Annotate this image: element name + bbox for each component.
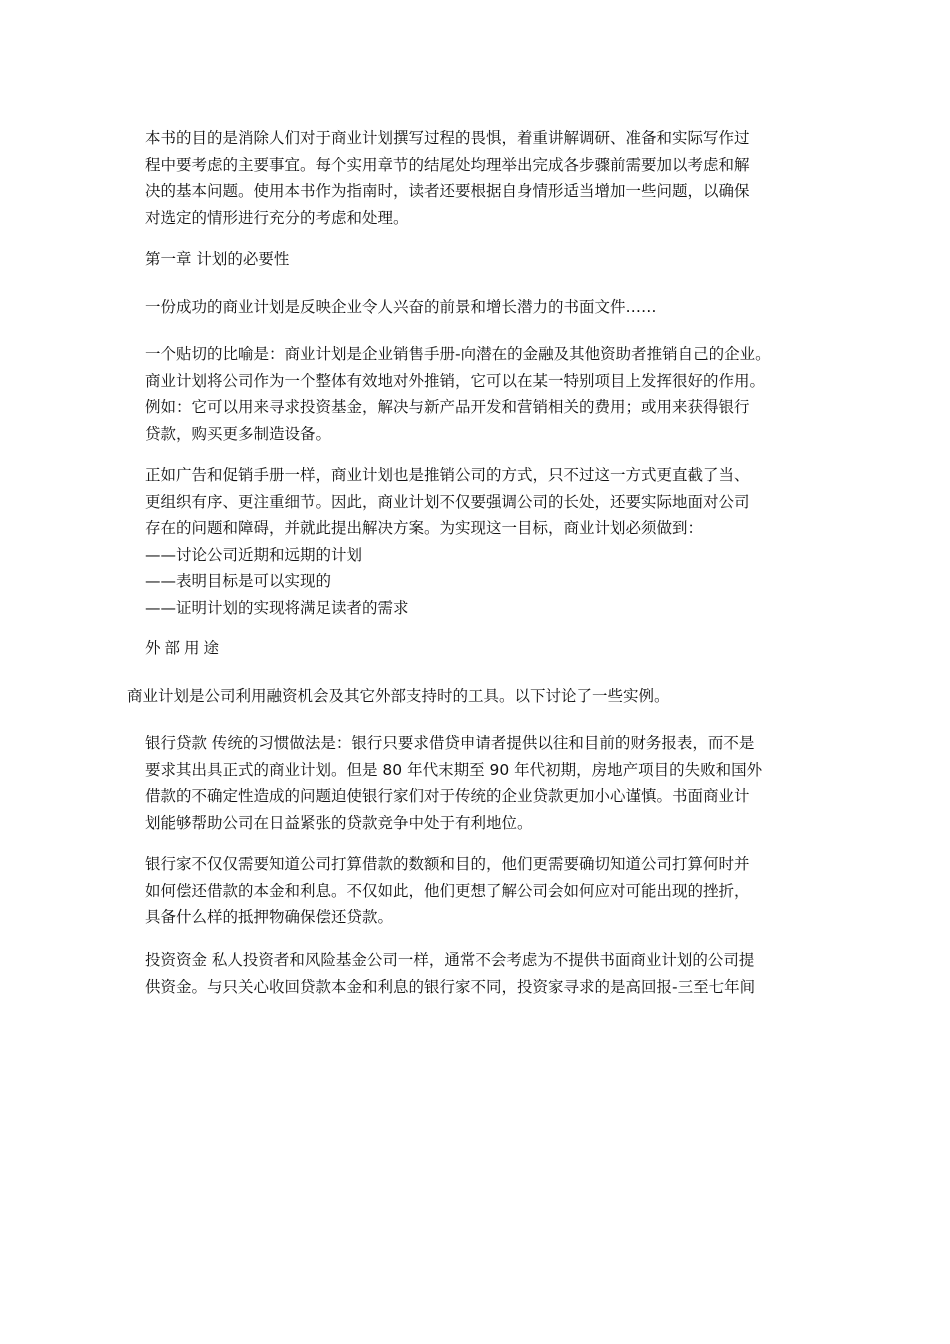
text-line: 更组织有序、更注重细节。因此，商业计划不仅要强调公司的长处，还要实际地面对公司 [145, 492, 750, 511]
analogy-paragraph [145, 341, 825, 447]
text-line: 银行家不仅仅需要知道公司打算借款的数额和目的，他们更需要确切知道公司打算何时并 [145, 855, 750, 873]
requirements-paragraph [145, 462, 825, 621]
text-line: 银行贷款 传统的习惯做法是：银行只要求借贷申请者提供以往和目前的财务报表，而不是 [145, 734, 755, 752]
bankers-paragraph [145, 851, 825, 931]
text-line: 决的基本问题。使用本书作为指南时，读者还要根据自身情形适当增加一些问题，以确保 [145, 182, 750, 200]
list-item: ——讨论公司近期和远期的计划 [145, 545, 363, 564]
definition-paragraph [145, 294, 825, 321]
text-line: 一个贴切的比喻是：商业计划是企业销售手册-向潜在的金融及其他资助者推销自己的企业。 [145, 345, 771, 363]
text-line: 贷款，购买更多制造设备。 [145, 424, 332, 443]
text-line: 本书的目的是消除人们对于商业计划撰写过程的畏惧，着重讲解调研、准备和实际写作过 [145, 129, 750, 147]
text-line: 商业计划是公司利用融资机会及其它外部支持时的工具。以下讨论了一些实例。 [127, 687, 670, 705]
list-item: ——表明目标是可以实现的 [145, 572, 332, 590]
text-line: 要求其出具正式的商业计划。但是 80 年代末期至 90 年代初期，房地产项目的失败和国外 [145, 760, 763, 779]
heading-text: 外部用途 [145, 639, 224, 657]
text-line: 借款的不确定性造成的问题迫使银行家们对于传统的企业贷款更加小心谨慎。书面商业计 [145, 787, 750, 805]
text-line: 例如：它可以用来寻求投资基金，解决与新产品开发和营销相关的费用；或用来获得银行 [145, 398, 750, 416]
text-line: 存在的问题和障碍，并就此提出解决方案。为实现这一目标，商业计划必须做到： [145, 519, 704, 537]
section-heading [145, 635, 825, 662]
text-line: 具备什么样的抵押物确保偿还贷款。 [145, 908, 394, 926]
text-line: 一份成功的商业计划是反映企业令人兴奋的前景和增长潜力的书面文件…… [145, 298, 657, 316]
heading-text: 第一章 计划的必要性 [145, 250, 290, 268]
chapter-heading [145, 246, 825, 273]
text-line: 正如广告和促销手册一样，商业计划也是推销公司的方式，只不过这一方式更直截了当、 [145, 466, 750, 484]
bank-loans-paragraph [145, 730, 825, 836]
text-line: 对选定的情形进行充分的考虑和处理。 [145, 208, 409, 227]
intro-paragraph [145, 125, 825, 231]
text-line: 如何偿还借款的本金和利息。不仅如此，他们更想了解公司会如何应对可能出现的挫折， [145, 881, 750, 900]
investment-paragraph [145, 947, 825, 1000]
text-line: 程中要考虑的主要事宜。每个实用章节的结尾处均理举出完成各步骤前需要加以考虑和解 [145, 155, 750, 174]
list-item: ——证明计划的实现将满足读者的需求 [145, 598, 409, 617]
text-line: 商业计划将公司作为一个整体有效地对外推销，它可以在某一特别项目上发挥很好的作用。 [145, 371, 766, 390]
text-line: 供资金。与只关心收回贷款本金和利息的银行家不同，投资家寻求的是高回报-三至七年间 [145, 977, 756, 996]
external-uses-paragraph [127, 683, 807, 710]
text-line: 划能够帮助公司在日益紧张的贷款竞争中处于有利地位。 [145, 813, 533, 832]
text-line: 投资资金 私人投资者和风险基金公司一样，通常不会考虑为不提供书面商业计划的公司提 [145, 951, 755, 969]
